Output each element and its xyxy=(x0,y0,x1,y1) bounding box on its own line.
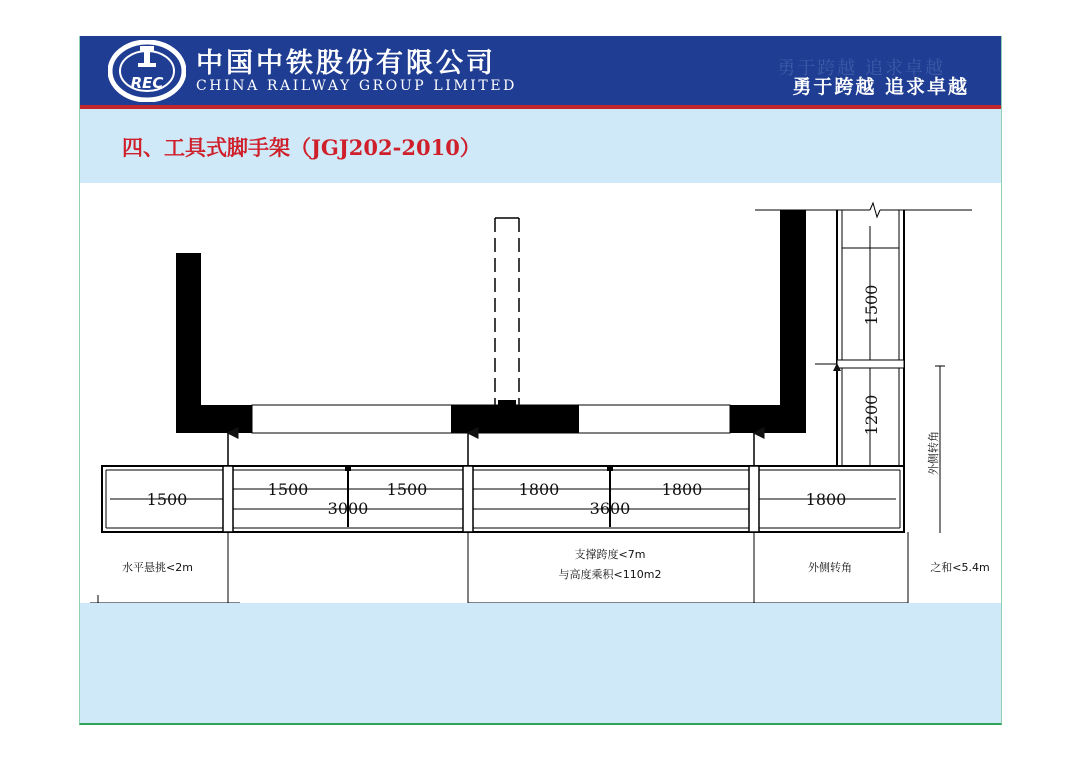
dim-1800-b: 1800 xyxy=(661,480,703,499)
dim-3000: 3000 xyxy=(327,499,369,518)
note-sum: 之和<5.4m xyxy=(930,561,990,574)
dashed-column xyxy=(495,218,519,408)
note-support-span-2: 与高度乘积<110m2 xyxy=(558,568,662,581)
slide xyxy=(79,36,1002,725)
slogan: 勇于跨越 追求卓越 xyxy=(792,76,969,98)
company-name-cn: 中国中铁股份有限公司 xyxy=(196,48,496,79)
dim-1800-a: 1800 xyxy=(518,480,560,499)
company-name-en: CHINA RAILWAY GROUP LIMITED xyxy=(196,78,517,94)
note-outer-corner-vertical: 外侧转角 xyxy=(927,431,940,475)
note-overhang: 水平悬挑<2m xyxy=(122,561,193,574)
dim-1500-a: 1500 xyxy=(267,480,309,499)
logo-text: REC xyxy=(130,74,164,92)
dim-1500-vertical: 1500 xyxy=(862,284,881,326)
dim-1200-vertical: 1200 xyxy=(862,394,881,436)
note-outer-corner: 外侧转角 xyxy=(808,561,852,574)
header-divider xyxy=(80,105,1002,109)
note-support-span-1: 支撑跨度<7m xyxy=(574,548,646,561)
diagram-notes xyxy=(80,536,1002,596)
dim-1800-right: 1800 xyxy=(805,490,847,509)
dim-1500-left: 1500 xyxy=(146,490,188,509)
section-title: 四、工具式脚手架（JGJ202-2010） xyxy=(122,135,481,160)
dim-3600: 3600 xyxy=(589,499,631,518)
crec-logo-icon xyxy=(108,40,186,102)
horizontal-scaffold xyxy=(102,433,904,532)
building-walls xyxy=(176,210,806,433)
vertical-scaffold xyxy=(815,210,945,533)
header-banner xyxy=(80,36,1002,106)
slogan-watermark: 勇于跨越 追求卓越 xyxy=(777,58,945,79)
dim-1500-b: 1500 xyxy=(386,480,428,499)
